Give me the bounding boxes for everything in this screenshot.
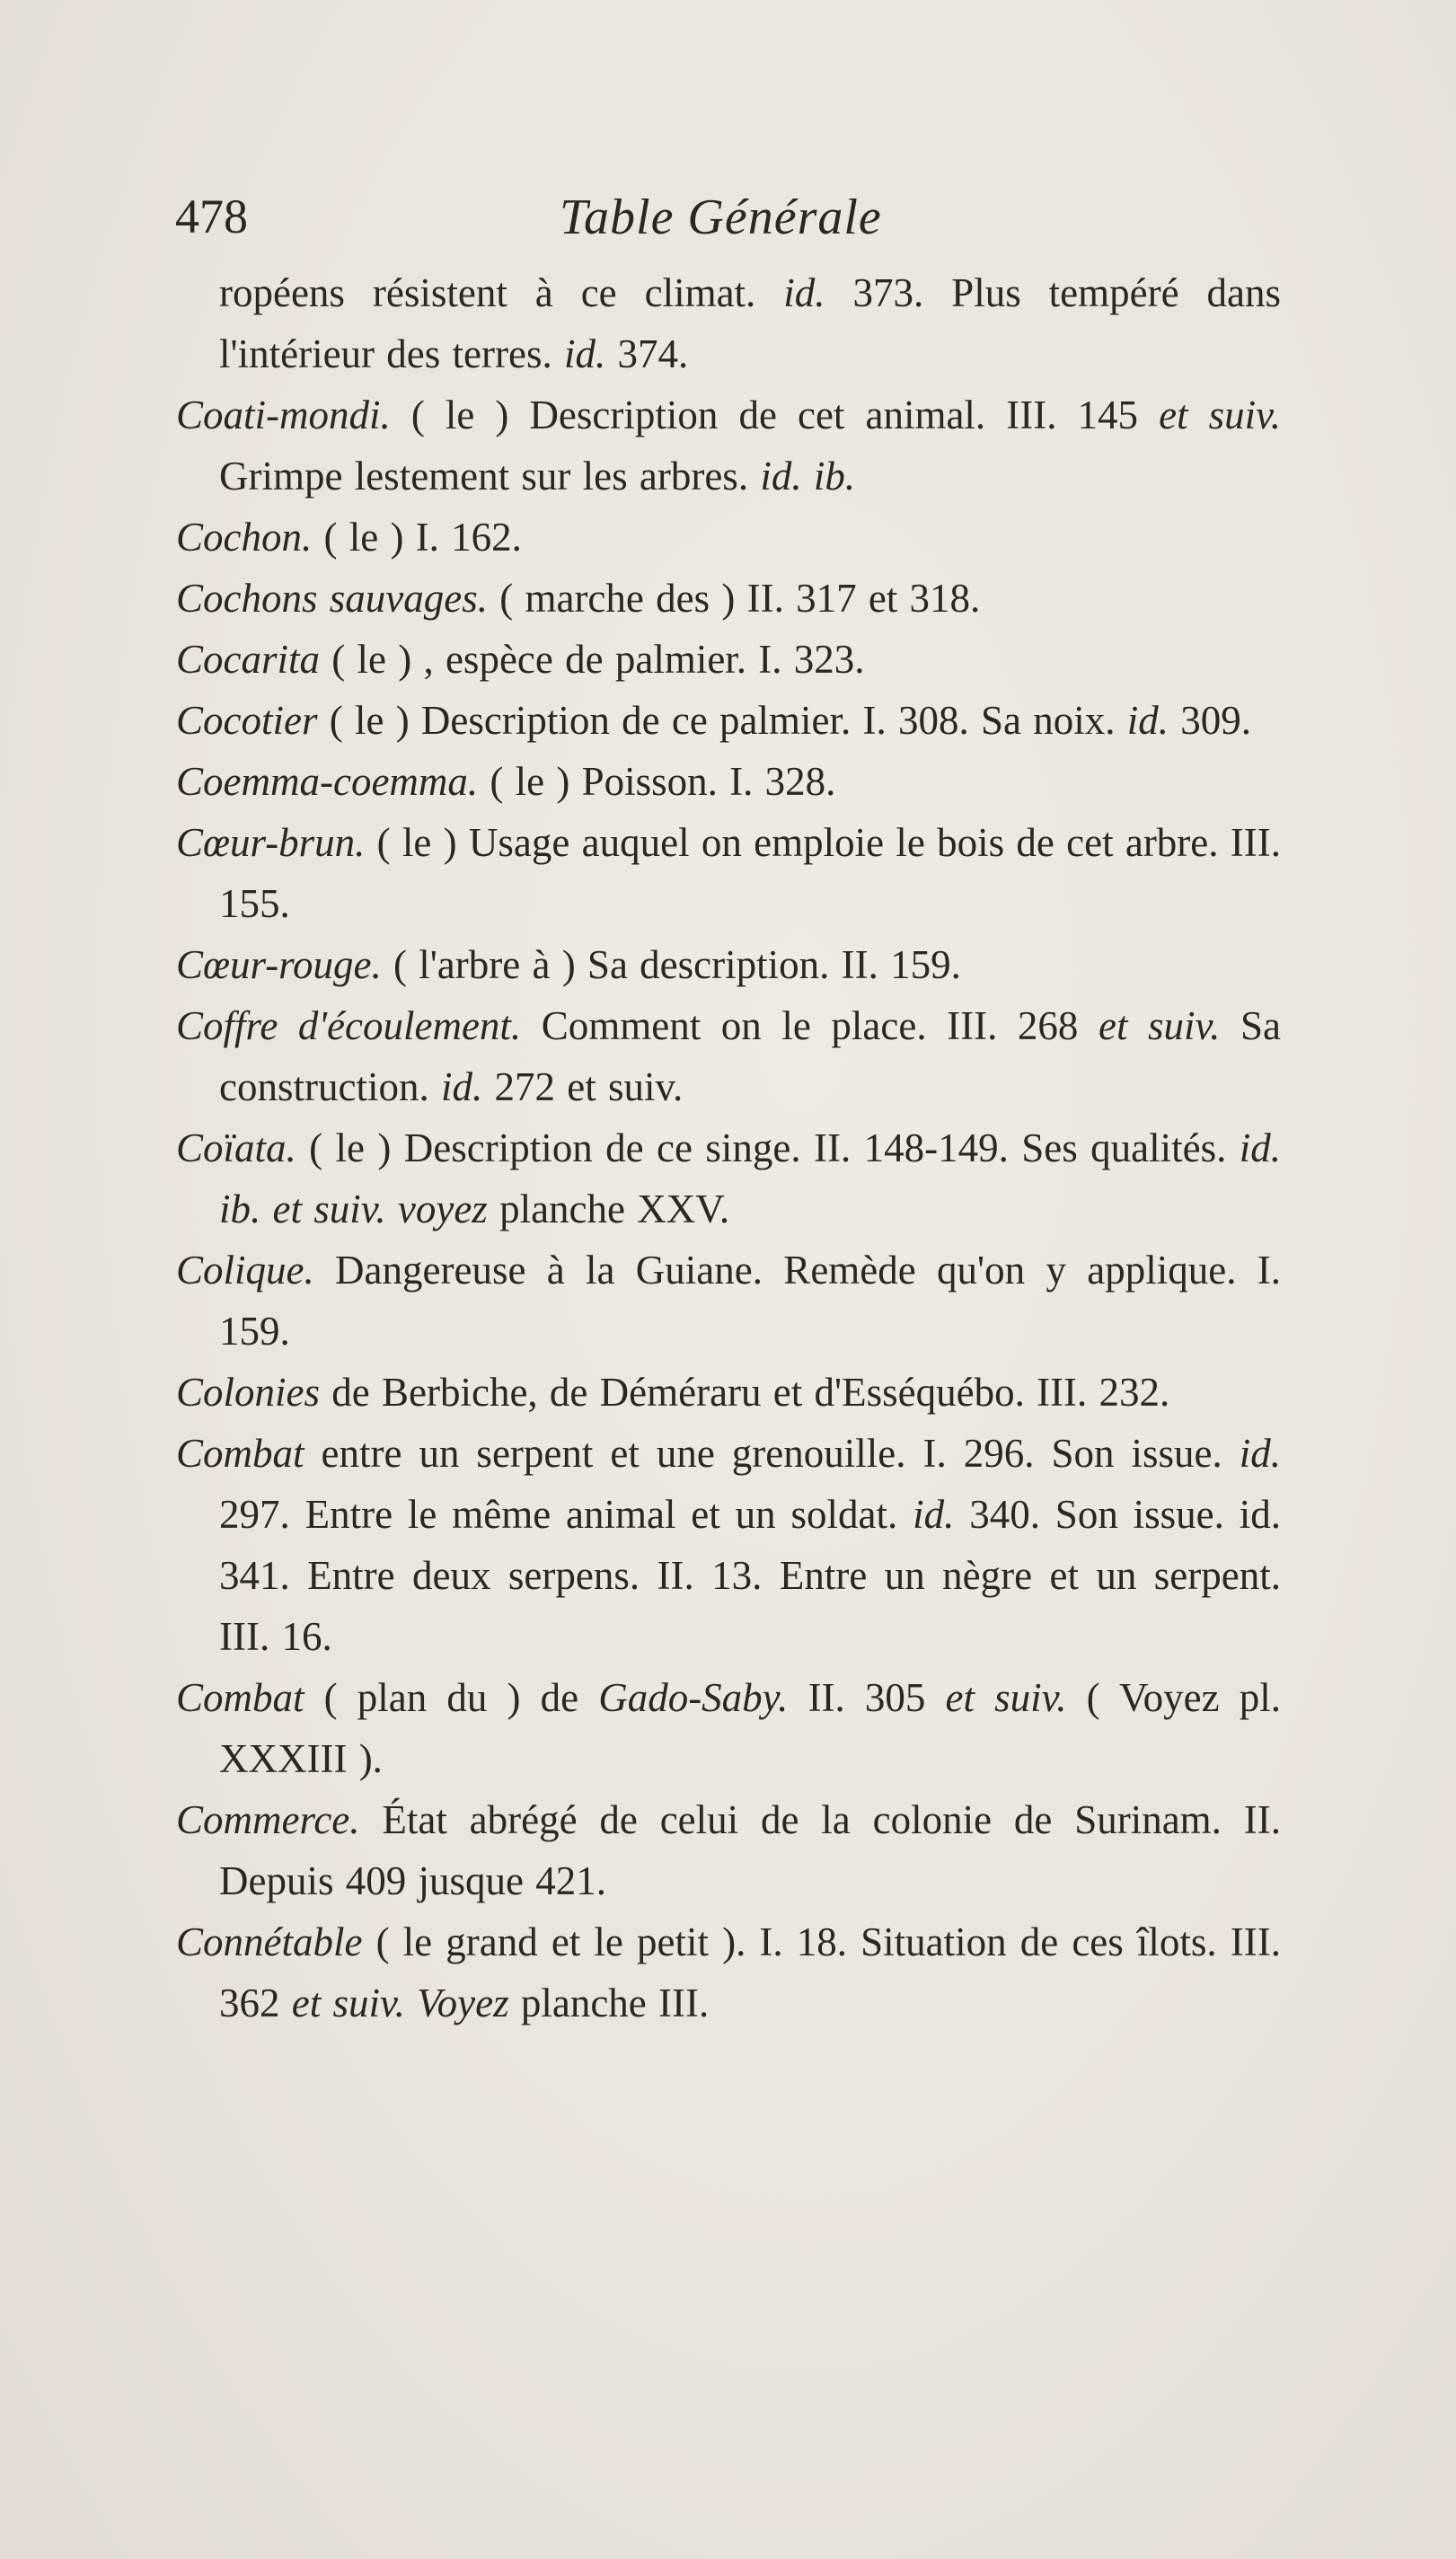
index-entry: Cochons sauvages. ( marche des ) II. 317 et 318. — [176, 576, 981, 621]
index-entry: Cœur-brun. ( le ) Usage auquel on emploie le bois de cet arbre. III. 155. — [176, 820, 1281, 926]
entry-term: Cœur-brun. — [176, 820, 366, 865]
entry-term: Coffre d'écoulement. — [176, 1003, 522, 1048]
entry-term: Coati-mondi. — [176, 393, 391, 437]
index-entry: Connétable ( le grand et le petit ). I. 18. Situation de ces îlots. III. 362 et suiv. Voyez planche III. — [176, 1919, 1281, 2025]
index-entry: Cocarita ( le ) , espèce de palmier. I. 323. — [176, 637, 865, 682]
running-title: Table Générale — [560, 190, 882, 245]
entry-term: Colique. — [176, 1248, 314, 1293]
entry-term: Combat — [176, 1675, 304, 1720]
entry-term: Cœur-rouge. — [176, 942, 382, 987]
index-entry: Coffre d'écoulement. Comment on le place. III. 268 et suiv. Sa construction. id. 272 et suiv. — [176, 1003, 1282, 1109]
index-entry: Coemma-coemma. ( le ) Poisson. I. 328. — [176, 759, 836, 804]
entry-term: Combat — [176, 1431, 304, 1476]
entry-term: Coïata. — [176, 1125, 296, 1170]
entry-term: Commerce. — [176, 1797, 360, 1842]
entry-term: Colonies — [176, 1370, 321, 1415]
index-entry: Colonies de Berbiche, de Déméraru et d'Esséquébo. III. 232. — [176, 1370, 1170, 1415]
index-entry: Commerce. État abrégé de celui de la colonie de Surinam. II. Depuis 409 jusque 421. — [176, 1797, 1281, 1903]
index-entry: Combat ( plan du ) de Gado-Saby. II. 305 et suiv. ( Voyez pl. XXXIII ). — [176, 1675, 1281, 1781]
entry-term: Cochon. — [176, 515, 313, 560]
page-number: 478 — [175, 190, 248, 243]
index-entry: Coati-mondi. ( le ) Description de cet animal. III. 145 et suiv. Grimpe lestement sur les arbres. id. ib. — [176, 393, 1281, 499]
index-entry: Colique. Dangereuse à la Guiane. Remède qu'on y applique. I. 159. — [176, 1248, 1281, 1354]
page-header — [175, 189, 1325, 269]
index-entry: Combat entre un serpent et une grenouille. I. 296. Son issue. id. 297. Entre le même animal et un soldat. id. 340. Son issue. id. 341. Entre deux serpens. II. 13. Entre un nègre et un serpent. III. 16. — [176, 1431, 1282, 1659]
entry-term: Cocotier — [176, 698, 318, 743]
index-entry: ropéens résistent à ce climat. id. 373. Plus tempéré dans l'intérieur des terres. id. 374. — [219, 270, 1281, 376]
entry-term: Cocarita — [176, 637, 321, 682]
index-entry: Cœur-rouge. ( l'arbre à ) Sa description. II. 159. — [176, 942, 961, 987]
index-entry: Coïata. ( le ) Description de ce singe. II. 148-149. Ses qualités. id. ib. et suiv. voyez planche XXV. — [176, 1125, 1281, 1231]
entry-term: Cochons sauvages. — [176, 576, 488, 621]
entry-term: Connétable — [176, 1919, 363, 1964]
index-entries — [176, 262, 1281, 2034]
entry-term: Coemma-coemma. — [176, 759, 479, 804]
index-entry: Cocotier ( le ) Description de ce palmier. I. 308. Sa noix. id. 309. — [176, 698, 1252, 743]
index-entry: Cochon. ( le ) I. 162. — [176, 515, 522, 560]
